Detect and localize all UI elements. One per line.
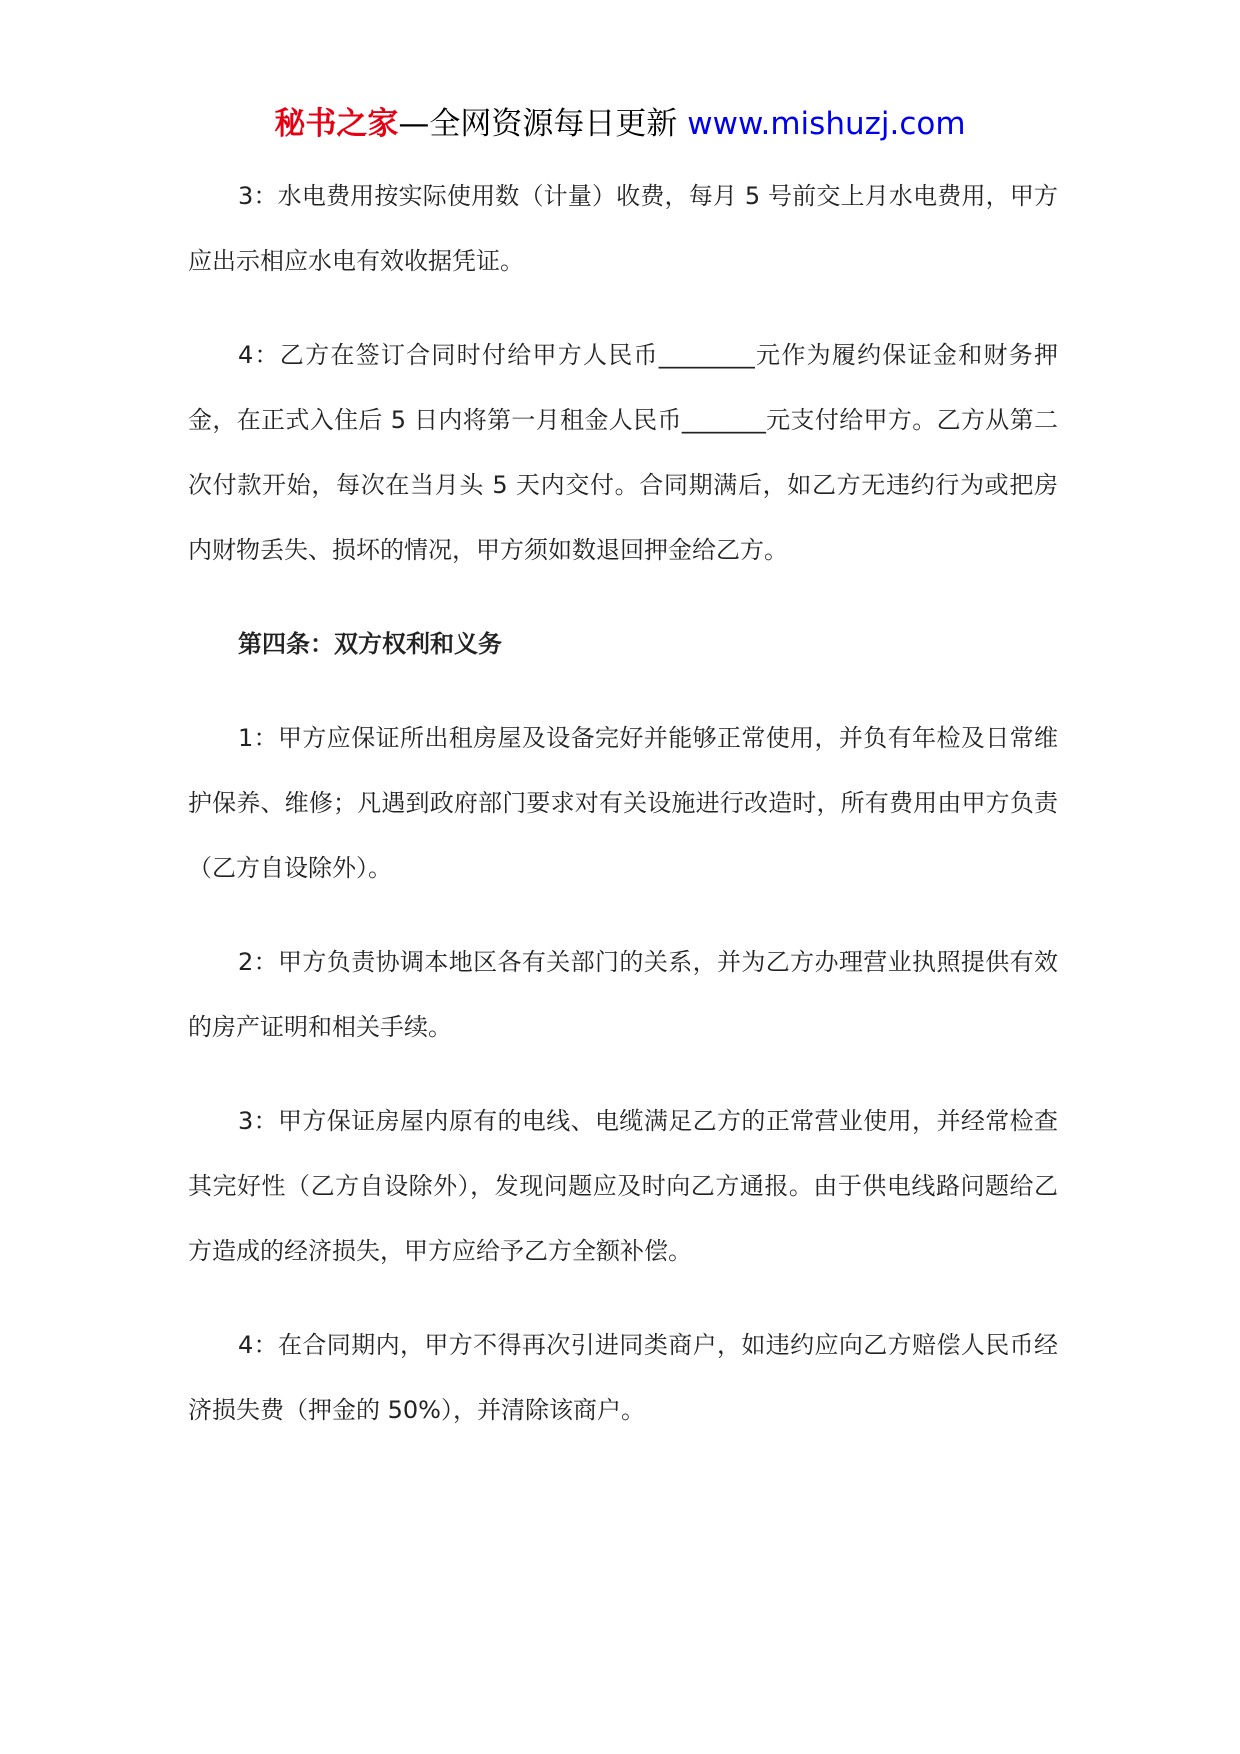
clause-3-utilities: 3：水电费用按实际使用数（计量）收费，每月 5 号前交上月水电费用，甲方应出示相应水电有效收据凭证。 (188, 182, 1058, 275)
clause-1-landlord-maintenance: 1：甲方应保证所出租房屋及设备完好并能够正常使用，并负有年检及日常维护保养、维修；凡遇到政府部门要求对有关设施进行改造时，所有费用由甲方负责（乙方自设除外）。 (188, 724, 1058, 882)
brand-name: 秘书之家 (274, 106, 399, 142)
clause-2-landlord-coordination: 2：甲方负责协调本地区各有关部门的关系，并为乙方办理营业执照提供有效的房产证明和相关手续。 (188, 948, 1058, 1041)
clause-4-deposit: 4：乙方在签订合同时付给甲方人民币________元作为履约保证金和财务押金，在正式入住后 5 日内将第一月租金人民币_______元支付给甲方。乙方从第二次付款开始，每次在当月头 5 天内交付。合同期满后，如乙方无违约行为或把房内财物丢失、损坏的情况，甲方须如数退回押金给乙方。 (188, 341, 1058, 564)
header-tagline: —全网资源每日更新 (398, 106, 688, 142)
document-body (188, 164, 1058, 1472)
clause-4-exclusivity: 4：在合同期内，甲方不得再次引进同类商户，如违约应向乙方赔偿人民币经济损失费（押金的 50%），并清除该商户。 (188, 1331, 1058, 1424)
section-heading-article-4: 第四条：双方权利和义务 (238, 630, 502, 658)
site-link[interactable]: www.mishuzj.com (687, 106, 966, 142)
clause-3-electrical: 3：甲方保证房屋内原有的电线、电缆满足乙方的正常营业使用，并经常检查其完好性（乙方自设除外），发现问题应及时向乙方通报。由于供电线路问题给乙方造成的经济损失，甲方应给予乙方全额补偿。 (188, 1107, 1058, 1265)
page-header (0, 100, 1240, 148)
